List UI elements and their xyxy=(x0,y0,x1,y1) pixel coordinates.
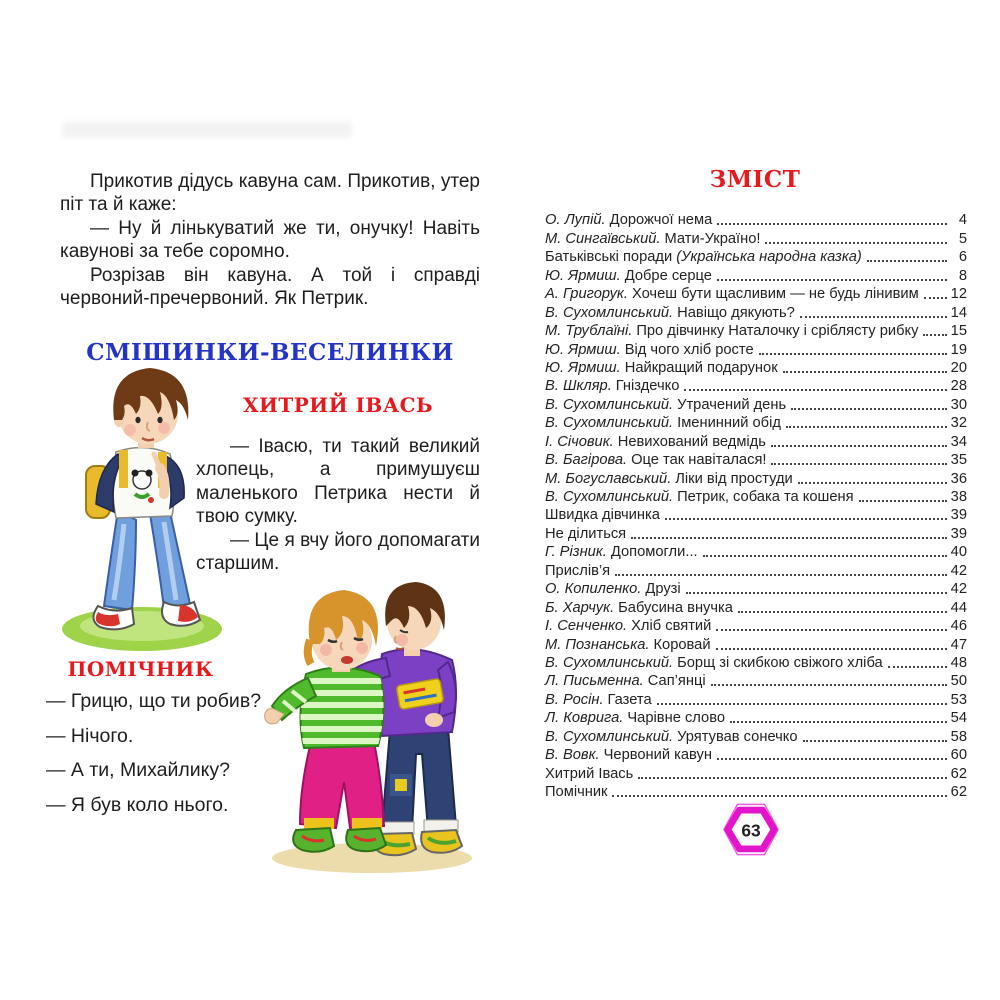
toc-entry-title: Помічник xyxy=(545,784,608,800)
toc-entry-title: Оце так навіталася! xyxy=(631,452,767,469)
toc-entry-page: 44 xyxy=(950,599,967,616)
toc-entry-author: В. Росін. xyxy=(545,691,604,708)
toc-entry-text xyxy=(545,692,652,708)
toc-entry-text xyxy=(545,784,607,800)
toc-entry xyxy=(545,616,967,634)
toc-entry-text xyxy=(545,563,610,579)
story1-text xyxy=(196,435,480,575)
toc-dotted-leader xyxy=(867,260,947,262)
story2-title: ПОМІЧНИК xyxy=(67,657,214,681)
toc-entry-page: 39 xyxy=(950,507,967,524)
toc-entry-page: 36 xyxy=(950,470,967,487)
toc-entry xyxy=(545,560,967,578)
toc-entry-title: Про дівчинку Наталочку і сріблясту рибку xyxy=(636,323,919,340)
toc-dotted-leader xyxy=(803,740,947,742)
toc-dotted-leader xyxy=(657,703,947,705)
toc-entry-text xyxy=(545,415,781,431)
toc-dotted-leader xyxy=(730,721,947,723)
toc-dotted-leader xyxy=(738,611,947,613)
toc-entry-title: Іменинний обід xyxy=(677,415,781,432)
toc-entry-author: М. Богуславський. xyxy=(545,470,672,487)
toc-entry-page: 46 xyxy=(950,618,967,635)
toc-entry-page: 60 xyxy=(950,747,967,764)
toc-entry xyxy=(545,634,967,652)
toc-dotted-leader xyxy=(798,482,947,484)
toc-entry xyxy=(545,782,967,800)
toc-entry-title: Хочеш бути щасливим — не будь лінивим xyxy=(631,286,919,303)
toc-entry-title: Добре серце xyxy=(624,267,712,284)
toc-entry-author: В. Багірова. xyxy=(545,452,628,469)
toc-entry-title: Бабусина внучка xyxy=(618,599,733,616)
toc-dotted-leader xyxy=(771,445,947,447)
toc-entry-title: Найкращий подарунок xyxy=(624,359,778,376)
toc-entry-text xyxy=(545,618,711,634)
toc-dotted-leader xyxy=(759,353,947,355)
toc-entry-author: В. Сухомлинський. xyxy=(545,654,674,671)
toc-entry-author: Ю. Ярмиш. xyxy=(545,359,621,376)
toc-entry-page: 62 xyxy=(950,765,967,782)
toc-dotted-leader xyxy=(783,371,947,373)
toc-entry-page: 39 xyxy=(950,525,967,542)
toc-entry-page: 34 xyxy=(950,433,967,450)
toc-dotted-leader xyxy=(717,223,947,225)
toc-entry xyxy=(545,210,967,228)
story2-text xyxy=(46,684,298,822)
story1-title: ХИТРИЙ ІВАСЬ xyxy=(242,393,434,417)
toc-entry-text xyxy=(545,581,681,597)
dialogue-line: — Грицю, що ти робив? xyxy=(46,690,262,712)
toc-entry-author: В. Сухомлинський. xyxy=(545,415,674,432)
toc-dotted-leader xyxy=(711,684,947,686)
toc-dotted-leader xyxy=(800,316,947,318)
section-heading: СМІШИНКИ-ВЕСЕЛИНКИ xyxy=(86,339,454,366)
toc-entry xyxy=(545,745,967,763)
toc-entry-text xyxy=(545,360,778,376)
toc-entry-title: Газета xyxy=(607,691,652,708)
toc-entry xyxy=(545,376,967,394)
toc-entry-text xyxy=(545,231,760,247)
toc-entry-text xyxy=(545,342,754,358)
toc-entry-page: 47 xyxy=(950,636,967,653)
boy-striped-shirt xyxy=(265,590,394,852)
toc-entry xyxy=(545,708,967,726)
toc-entry-text xyxy=(545,526,626,542)
toc-dotted-leader xyxy=(703,555,947,557)
toc-entry-author: В. Шкляр. xyxy=(545,378,612,395)
toc-entry-text xyxy=(545,249,862,265)
toc-entry-text xyxy=(545,544,698,560)
toc-entry xyxy=(545,265,967,283)
toc-entry-text xyxy=(545,323,918,339)
toc-entry-author: М. Познанська. xyxy=(545,636,650,653)
toc-entry xyxy=(545,284,967,302)
toc-entry-author: І. Січовик. xyxy=(545,433,614,450)
paragraph: Прикотив дідусь кавуна сам. Прикотив, утер піт та й каже: xyxy=(60,171,480,216)
toc-dotted-leader xyxy=(717,758,947,760)
toc-entry-author: Л. Письменна. xyxy=(545,673,644,690)
toc-entry xyxy=(545,505,967,523)
toc-entry-title: Гніздечко xyxy=(615,378,680,395)
paragraph: — Ну й лінькуватий же ти, онучку! Навіть кавунові за тебе соромно. xyxy=(60,217,480,263)
toc-entry-author: В. Сухомлинський. xyxy=(545,396,674,413)
toc-entry-note: (Українська народна казка) xyxy=(676,249,862,266)
page-showthrough-band xyxy=(62,122,352,138)
toc-entry-author: Л. Коврига. xyxy=(545,710,624,727)
toc-entry-page: 42 xyxy=(950,581,967,598)
toc-entry-author: М. Сингаївський. xyxy=(545,230,661,247)
illustration-two-boys xyxy=(262,578,480,876)
toc-entry-page: 40 xyxy=(950,544,967,561)
illustration-boy-with-backpack xyxy=(52,362,237,657)
toc-entry-text xyxy=(545,268,712,284)
toc-entry-title: Петрик, собака та кошеня xyxy=(677,489,854,505)
toc-entry xyxy=(545,228,967,246)
toc-entry xyxy=(545,487,967,505)
toc-entry-page: 32 xyxy=(950,415,967,432)
toc-entry-text xyxy=(545,637,711,653)
table-of-contents xyxy=(545,210,967,800)
toc-entry-title: Хитрий Івась xyxy=(545,765,634,782)
toc-entry-author: Г. Різник. xyxy=(545,544,607,561)
toc-entry xyxy=(545,413,967,431)
toc-entry-author: Б. Харчук. xyxy=(545,599,615,616)
toc-entry-text xyxy=(545,489,854,505)
toc-entry-page: 12 xyxy=(950,286,967,303)
toc-entry-title: Борщ зі скибкою свіжого хліба xyxy=(677,654,883,671)
toc-entry-text xyxy=(545,286,919,302)
toc-entry-title: Чарівне слово xyxy=(627,710,725,727)
toc-dotted-leader xyxy=(859,500,947,502)
toc-entry-text xyxy=(545,305,795,321)
toc-dotted-leader xyxy=(686,592,947,594)
story-continuation-text xyxy=(60,170,480,310)
toc-entry-author: О. Лупій. xyxy=(545,212,606,229)
toc-entry-page: 5 xyxy=(958,230,967,247)
toc-entry-text xyxy=(545,673,706,689)
toc-entry-page: 4 xyxy=(958,212,967,229)
toc-entry-author: В. Вовк. xyxy=(545,747,600,764)
toc-entry xyxy=(545,394,967,412)
toc-dotted-leader xyxy=(665,518,947,520)
toc-entry-title: Від чого хліб росте xyxy=(624,341,754,358)
toc-dotted-leader xyxy=(765,242,947,244)
toc-entry-text xyxy=(545,434,766,450)
toc-entry xyxy=(545,247,967,265)
toc-entry-author: О. Копиленко. xyxy=(545,581,642,598)
toc-entry-text xyxy=(545,729,798,745)
toc-entry-page: 14 xyxy=(950,304,967,321)
toc-dotted-leader xyxy=(923,334,947,336)
toc-entry-page: 28 xyxy=(950,378,967,395)
toc-entry-page: 42 xyxy=(950,562,967,579)
toc-entry-text xyxy=(545,452,766,468)
toc-entry xyxy=(545,653,967,671)
toc-entry-page: 62 xyxy=(950,784,967,800)
toc-entry-title: Навіщо дякують? xyxy=(677,304,795,321)
toc-dotted-leader xyxy=(612,795,947,797)
toc-entry-text xyxy=(545,710,725,726)
toc-entry-author: Ю. Ярмиш. xyxy=(545,341,621,358)
toc-entry-page: 8 xyxy=(958,267,967,284)
toc-entry-text xyxy=(545,378,679,394)
toc-dotted-leader xyxy=(684,389,947,391)
toc-entry-text xyxy=(545,397,786,413)
toc-entry xyxy=(545,542,967,560)
toc-entry-title: Не ділиться xyxy=(545,525,627,542)
toc-dotted-leader xyxy=(888,666,947,668)
toc-entry-title: Хліб святий xyxy=(631,618,712,635)
toc-entry-author: М. Трублаїні. xyxy=(545,323,633,340)
paragraph: Розрізав він кавуна. А той і справді червоний-пречервоний. Як Петрик. xyxy=(60,264,480,310)
toc-entry xyxy=(545,339,967,357)
toc-entry-page: 6 xyxy=(958,249,967,266)
toc-entry-page: 35 xyxy=(950,452,967,469)
toc-entry-author: В. Сухомлинський. xyxy=(545,728,674,745)
toc-entry-title: Батьківські поради xyxy=(545,249,673,266)
toc-entry-title: Невихований ведмідь xyxy=(617,433,766,450)
toc-entry-page: 38 xyxy=(950,489,967,505)
toc-entry-author: І. Сенченко. xyxy=(545,618,628,635)
dialogue-line: — Нічого. xyxy=(46,724,134,747)
toc-entry xyxy=(545,302,967,320)
toc-dotted-leader xyxy=(638,777,947,779)
page-number: 63 xyxy=(741,820,761,841)
toc-entry-page: 15 xyxy=(950,323,967,340)
toc-dotted-leader xyxy=(716,629,947,631)
toc-entry-text xyxy=(545,507,660,523)
toc-entry xyxy=(545,450,967,468)
toc-dotted-leader xyxy=(791,408,947,410)
toc-entry-page: 53 xyxy=(950,691,967,708)
toc-entry-title: Сап’янці xyxy=(647,673,706,690)
toc-dotted-leader xyxy=(716,648,947,650)
toc-entry xyxy=(545,763,967,781)
toc-entry-title: Друзі xyxy=(645,581,681,598)
toc-entry-page: 48 xyxy=(950,654,967,671)
dialogue-line: — А ти, Михайлику? xyxy=(46,759,231,782)
toc-entry-title: Дорожчої нема xyxy=(609,212,713,229)
toc-entry xyxy=(545,431,967,449)
toc-entry-text xyxy=(545,212,712,228)
toc-entry-page: 50 xyxy=(950,673,967,690)
toc-entry-page: 58 xyxy=(950,728,967,745)
toc-entry xyxy=(545,358,967,376)
toc-entry-title: Прислів’я xyxy=(545,562,611,579)
toc-entry-page: 20 xyxy=(950,359,967,376)
toc-entry-author: В. Сухомлинський. xyxy=(545,489,674,505)
toc-dotted-leader xyxy=(615,574,947,576)
toc-entry-text xyxy=(545,655,883,671)
toc-entry-title: Допомогли... xyxy=(610,544,698,561)
toc-entry-title: Утрачений день xyxy=(677,396,787,413)
toc-entry-text xyxy=(545,766,633,782)
toc-entry-text xyxy=(545,747,712,763)
toc-entry-title: Мати-Україно! xyxy=(664,230,761,247)
toc-entry-author: Ю. Ярмиш. xyxy=(545,267,621,284)
toc-entry-page: 30 xyxy=(950,396,967,413)
toc-entry xyxy=(545,726,967,744)
paragraph: — Івасю, ти такий великий хлопець, а примушуєш маленького Петрика нести й твою сумку. xyxy=(196,436,480,528)
toc-dotted-leader xyxy=(924,297,947,299)
toc-dotted-leader xyxy=(786,426,947,428)
page-number-badge xyxy=(722,802,780,857)
toc-entry xyxy=(545,468,967,486)
toc-dotted-leader xyxy=(771,463,947,465)
toc-entry-title: Урятував сонечко xyxy=(677,728,798,745)
toc-entry-author: В. Сухомлинський. xyxy=(545,304,674,321)
toc-dotted-leader xyxy=(631,537,947,539)
toc-entry xyxy=(545,321,967,339)
toc-entry-title: Швидка дівчинка xyxy=(545,507,660,524)
toc-entry-author: А. Григорук. xyxy=(545,286,628,303)
toc-entry xyxy=(545,689,967,707)
toc-entry-page: 54 xyxy=(950,710,967,727)
toc-entry-page: 19 xyxy=(950,341,967,358)
paragraph: — Це я вчу його допомагати старшим. xyxy=(196,529,480,575)
toc-entry-title: Ліки від простуди xyxy=(675,470,793,487)
toc-entry xyxy=(545,671,967,689)
toc-entry xyxy=(545,597,967,615)
toc-dotted-leader xyxy=(717,279,947,281)
toc-entry xyxy=(545,579,967,597)
toc-entry xyxy=(545,523,967,541)
dialogue-line: — Я був коло нього. xyxy=(46,793,229,816)
toc-entry-text xyxy=(545,471,793,487)
toc-entry-text xyxy=(545,600,733,616)
toc-entry-title: Коровай xyxy=(653,636,711,653)
toc-title: ЗМІСТ xyxy=(709,166,801,193)
toc-entry-title: Червоний кавун xyxy=(603,747,712,764)
